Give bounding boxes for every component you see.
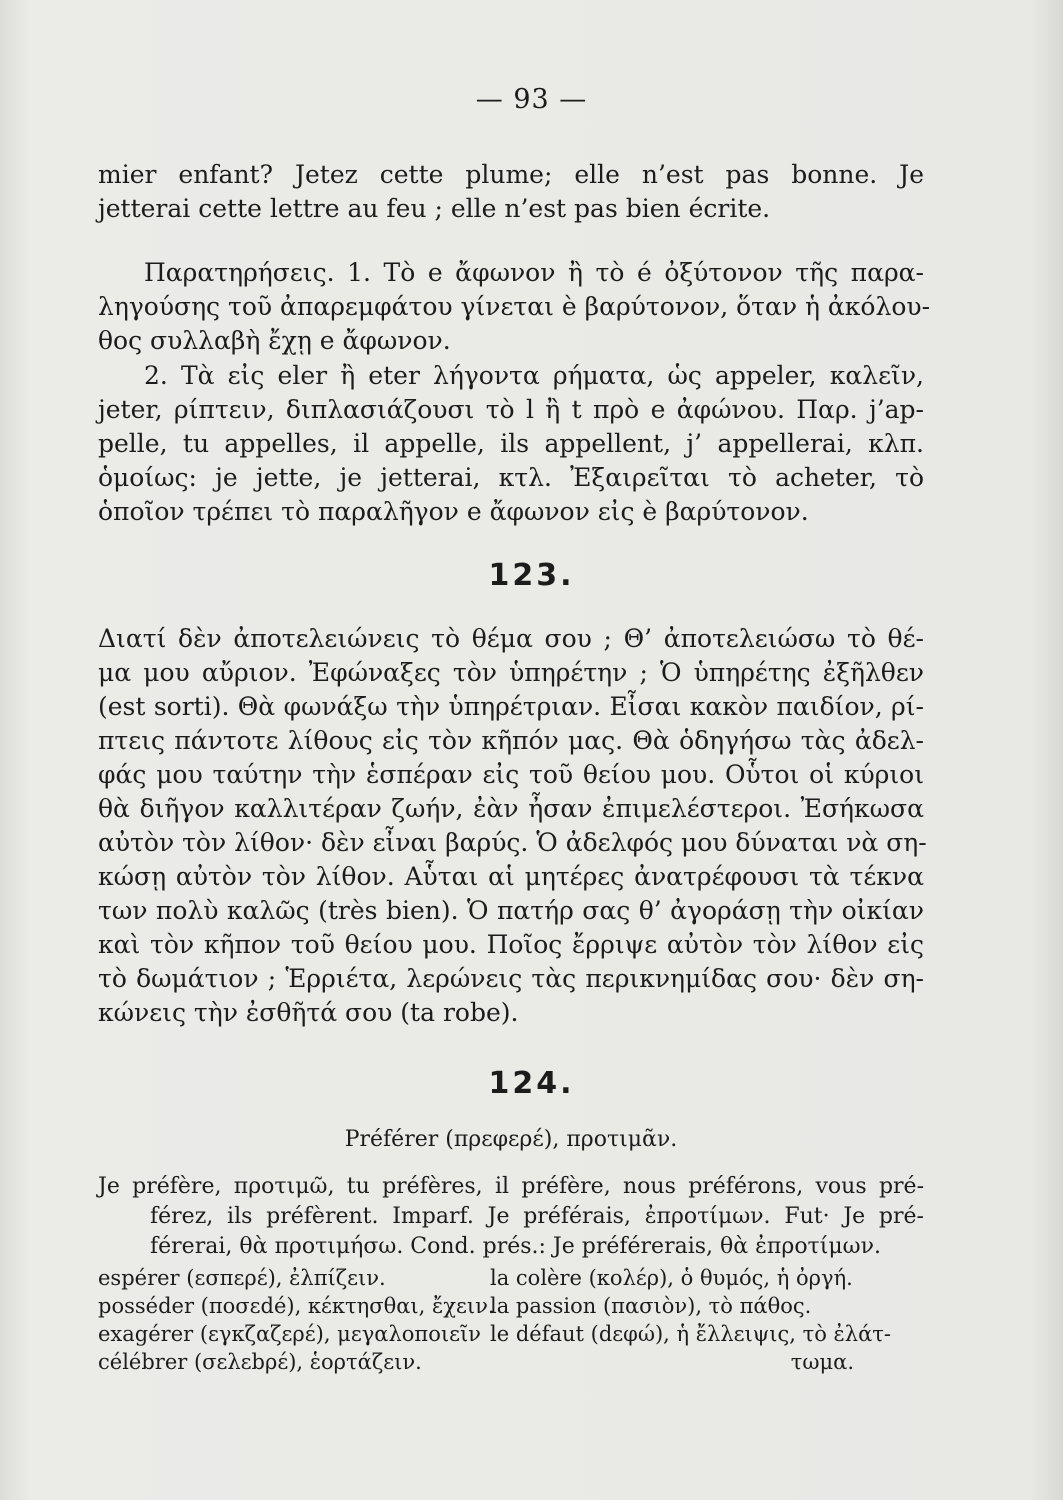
vocab-entry: espérer (εσπερέ), ἐλπίζειν.: [98, 1266, 386, 1290]
section-124-title-block: [98, 1125, 924, 1155]
text-line: Je préfère, προτιμῶ, tu préfères, il préfère, nous préférons, vous pré-: [98, 1174, 924, 1199]
vocab-entry: la passion (πασιὸν), τὸ πάθος.: [490, 1294, 812, 1318]
vocab-entry: exagérer (εγκζαζερέ), μεγαλοποιεῖν: [98, 1322, 481, 1346]
text-line: καὶ τὸν κῆπον τοῦ θείου μου. Ποῖος ἔρριψε αὐτὸν τὸν λίθον εἰς: [98, 930, 924, 959]
text-line: θὰ διῆγον καλλιτέραν ζωήν, ἐὰν ἦσαν ἐπιμελέστεροι. Ἐσήκωσα: [98, 794, 924, 823]
vocab-row: [98, 1292, 924, 1320]
section-124-number: 124.: [488, 1066, 575, 1101]
text-line: τὸ δωμάτιον ; Ἑρριέτα, λερώνεις τὰς περικνημίδας σου· δὲν ση-: [98, 964, 924, 993]
text-line: ὁποῖον τρέπει τὸ παραλῆγον e ἄφωνον εἰς è βαρύτονον.: [98, 497, 809, 526]
vocab-row: [98, 1348, 924, 1376]
vocabulary-list: [98, 1264, 924, 1376]
page-number: — 93 —: [475, 84, 588, 115]
text-line: κώσῃ αὐτὸν τὸν λίθον. Αὗται αἱ μητέρες ἀνατρέφουσι τὰ τέκνα: [98, 862, 924, 891]
vocab-row: [98, 1320, 924, 1348]
text-line: jetterai cette lettre au feu ; elle n’est pas bien écrite.: [98, 194, 771, 223]
text-line: φάς μου ταύτην τὴν ἑσπέραν εἰς τοῦ θείου μου. Οὗτοι οἱ κύριοι: [98, 760, 924, 789]
text-line: ὁμοίως: je jette, je jetterai, κτλ. Ἐξαιρεῖται τὸ acheter, τὸ: [98, 463, 924, 492]
text-line: (est sorti). Θὰ φωνάξω τὴν ὑπηρέτριαν. Εἶσαι κακὸν παιδίον, ρί-: [98, 692, 924, 721]
vocab-entry: τωμα.: [790, 1350, 854, 1374]
intro-paragraph: [98, 158, 924, 226]
vocab-entry: célébrer (σελεbρέ), ἑορτάζειν.: [98, 1350, 422, 1374]
vocab-entry: la colère (κολέρ), ὁ θυμός, ἡ ὀργή.: [490, 1266, 853, 1290]
vocab-row: [98, 1264, 924, 1292]
remark-1: [98, 256, 931, 358]
text-line: πτεις πάντοτε λίθους εἰς τὸν κῆπόν μας. Θὰ ὁδηγήσω τὰς ἀδελ-: [98, 726, 924, 755]
text-line: jeter, ρίπτειν, διπλασιάζουσι τὸ l ἢ t πρὸ e ἀφώνου. Παρ. j’ap-: [98, 395, 924, 424]
text-line: pelle, tu appelles, il appelle, ils appellent, j’ appellerai, κλπ.: [98, 429, 924, 458]
section-123-number: 123.: [488, 558, 575, 593]
section-123-exercise: [98, 622, 927, 1030]
conjugation-block: [98, 1172, 924, 1262]
text-line: των πολὺ καλῶς (très bien). Ὁ πατήρ σας θ’ ἀγοράσῃ τὴν οἰκίαν: [98, 896, 924, 925]
text-line: férez, ils préfèrent. Imparf. Je préférais, ἐπροτίμων. Fut· Je pré-: [150, 1204, 924, 1229]
text-line: κώνεις τὴν ἐσθῆτά σου (ta robe).: [98, 998, 519, 1027]
text-line: 2. Τὰ εἰς eler ἢ eter λήγοντα ρήματα, ὡς appeler, καλεῖν,: [144, 361, 924, 390]
text-line: ληγούσης τοῦ ἀπαρεμφάτου γίνεται è βαρύτονον, ὅταν ἡ ἀκόλου-: [98, 292, 931, 321]
text-line: mier enfant? Jetez cette plume; elle n’est pas bonne. Je: [98, 160, 924, 189]
text-line: αὐτὸν τὸν λίθον· δὲν εἶναι βαρύς. Ὁ ἀδελφός μου δύναται νὰ ση-: [98, 828, 927, 857]
text-line: μα μου αὔριον. Ἐφώναξες τὸν ὑπηρέτην ; Ὁ ὑπηρέτης ἐξῆλθεν: [98, 658, 924, 687]
text-line: Διατί δὲν ἀποτελειώνεις τὸ θέμα σου ; Θ’ ἀποτελειώσω τὸ θέ-: [98, 624, 924, 653]
vocab-entry: posséder (ποσεdé), κέκτησθαι, ἔχειν.: [98, 1294, 495, 1318]
text-line: Παρατηρήσεις. 1. Τὸ e ἄφωνον ἢ τὸ é ὀξύτονον τῆς παρα-: [144, 258, 924, 287]
text-line: θος συλλαβὴ ἔχῃ e ἄφωνον.: [98, 326, 451, 355]
text-line: férerai, θὰ προτιμήσω. Cond. prés.: Je préférerais, θὰ ἐπροτίμων.: [150, 1234, 881, 1259]
remark-2: [98, 359, 924, 529]
section-124-title: Préférer (πρεφερέ), προτιμᾶν.: [344, 1127, 678, 1152]
vocab-entry: le défaut (dεφώ), ἡ ἔλλειψις, τὸ ἐλάτ-: [490, 1322, 891, 1346]
